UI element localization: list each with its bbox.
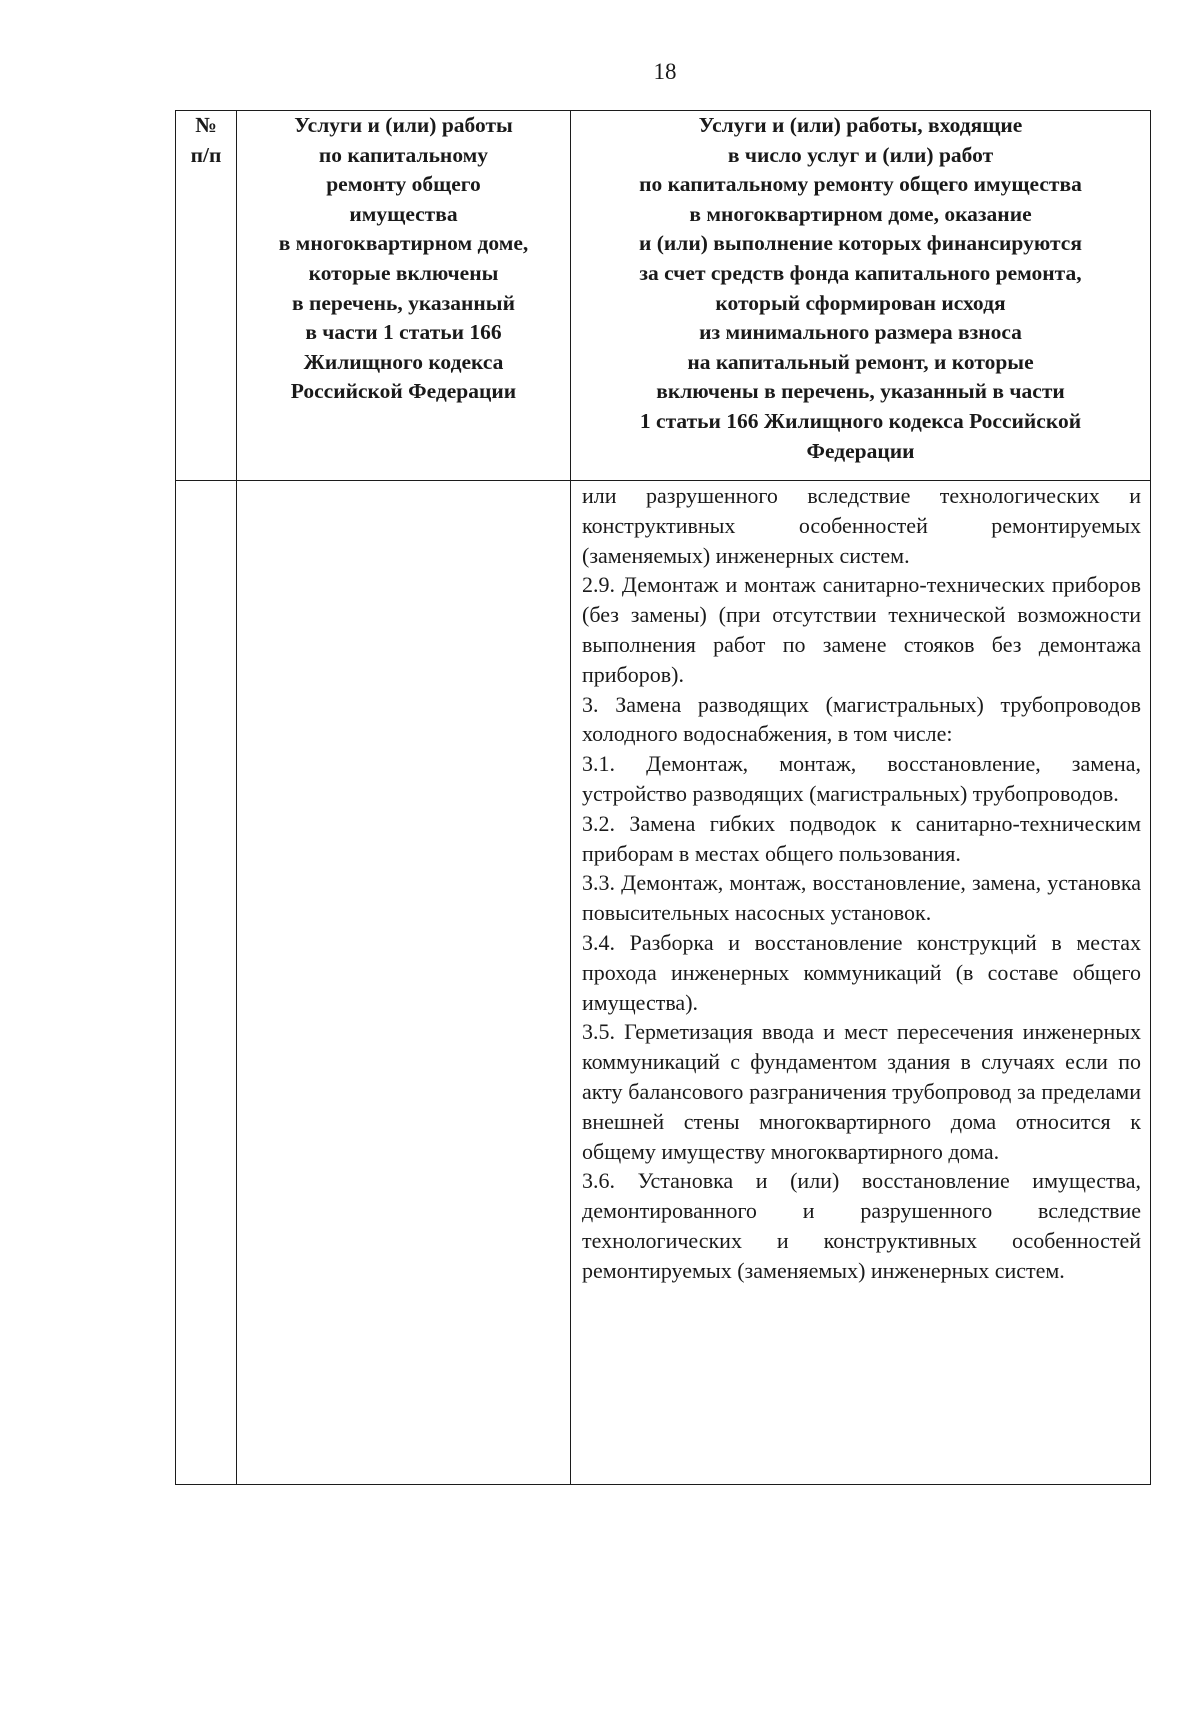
header-included-line: за счет средств фонда капитального ремонта, [639,260,1082,285]
header-services-line: в части 1 статьи 166 [305,320,502,345]
header-included-line: включены в перечень, указанный в части [656,379,1065,404]
header-num-line: п/п [190,142,222,167]
header-included-line: из минимального размера взноса [699,320,1022,345]
header-included-line: который сформирован исходя [715,290,1006,315]
header-included-line: 1 статьи 166 Жилищного кодекса Российской [639,408,1082,433]
header-num-cell [176,111,237,481]
body-num-cell [176,481,237,1485]
table-body-row [176,481,1151,1485]
header-included-cell [571,111,1151,481]
header-services-line: в перечень, указанный [292,290,515,315]
header-services-line: Жилищного кодекса [303,349,504,374]
header-included-line: и (или) выполнение которых финансируются [639,231,1082,256]
services-table [175,110,1151,1485]
page-number: 18 [653,59,677,84]
body-services-cell [237,481,571,1485]
header-included-line: на капитальный ремонт, и которые [687,349,1034,374]
work-item-paragraph: 3.4. Разборка и восстановление конструкций в местах прохода инженерных коммуникаций (в составе общего имущества). [582,929,1141,1015]
header-services-cell [237,111,571,481]
header-services-line: имущества [349,201,458,226]
header-services-line: Услуги и (или) работы [294,113,513,137]
header-num-line: № [195,113,217,137]
work-item-paragraph: 3.2. Замена гибких подводок к санитарно-техническим приборам в местах общего пользования. [582,810,1141,866]
work-item-paragraph: 3.1. Демонтаж, монтаж, восстановление, замена, устройство разводящих (магистральных) трубопроводов. [582,751,1141,806]
work-item-paragraph: 2.9. Демонтаж и монтаж санитарно-технических приборов (без замены) (при отсутствии технической возможности выполнения работ по замене стояков без демонтажа приборов). [582,572,1141,687]
header-included-line: по капитальному ремонту общего имущества [639,172,1082,197]
body-included-cell [571,481,1151,1485]
header-services-line: по капитальному [318,142,489,167]
work-item-paragraph: 3. Замена разводящих (магистральных) трубопроводов холодного водоснабжения, в том числе: [582,691,1141,747]
work-item-paragraph: или разрушенного вследствие технологических и конструктивных особенностей ремонтируемых (заменяемых) инженерных систем. [582,483,1141,568]
work-item-paragraph: 3.6. Установка и (или) восстановление имущества, демонтированного и разрушенного вследствие технологических и конструктивных особенностей ремонтируемых (заменяемых) инженерных систем. [582,1168,1141,1283]
table-header-row [176,111,1151,481]
header-services-line: которые включены [308,260,499,285]
header-included-line: Услуги и (или) работы, входящие [698,113,1023,137]
work-item-paragraph: 3.5. Герметизация ввода и мест пересечения инженерных коммуникаций с фундаментом здания в случаях если по акту балансового разграничения трубопровод за пределами внешней стены многоквартирного дома относится к общему имуществу многоквартирного дома. [582,1019,1141,1164]
header-included-line: в многоквартирном доме, оказание [689,201,1032,226]
header-included-line: в число услуг и (или) работ [727,142,994,167]
work-item-paragraph: 3.3. Демонтаж, монтаж, восстановление, замена, установка повысительных насосных установок. [582,870,1141,926]
header-services-line: в многоквартирном доме, [278,231,529,256]
header-included-line: Федерации [806,438,915,463]
header-services-line: Российской Федерации [290,379,517,404]
header-services-line: ремонту общего [326,172,481,197]
